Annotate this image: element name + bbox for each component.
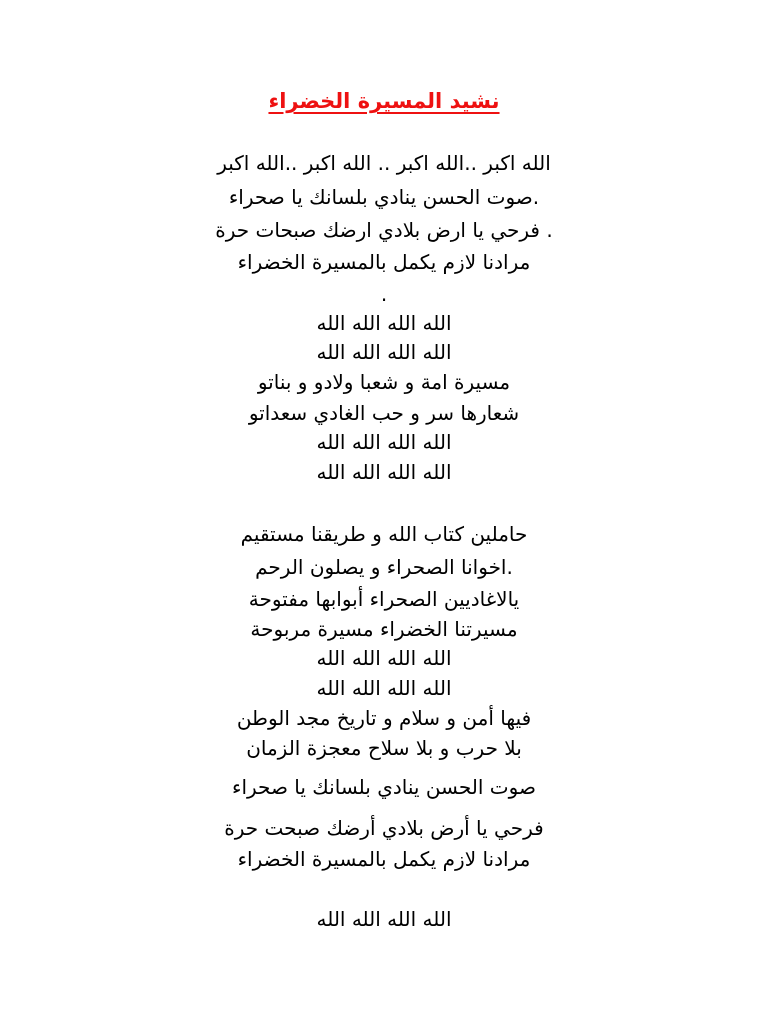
poem-line: مسيرتنا الخضراء مسيرة مربوحة — [250, 617, 518, 641]
poem-line: .صوت الحسن ينادي بلسانك يا صحراء — [228, 185, 540, 209]
poem-line: الله الله الله الله — [316, 907, 452, 931]
poem-line: يالاغاديين الصحراء أبوابها مفتوحة — [248, 587, 520, 611]
poem-line: .اخوانا الصحراء و يصلون الرحم — [255, 555, 513, 579]
poem-line: صوت الحسن ينادي بلسانك يا صحراء — [232, 775, 536, 799]
poem-line: الله الله الله الله — [316, 430, 452, 454]
poem-title: نشيد المسيرة الخضراء — [268, 89, 500, 113]
poem-line: فيها أمن و سلام و تاريخ مجد الوطن — [236, 706, 532, 730]
poem-line: شعارها سر و حب الغادي سعداتو — [248, 401, 520, 425]
poem-line: الله الله الله الله — [316, 340, 452, 364]
poem-line: الله الله الله الله — [316, 460, 452, 484]
poem-line: الله اكبر ..الله اكبر .. الله اكبر ..الله اكبر — [217, 151, 551, 175]
poem-line: الله الله الله الله — [316, 646, 452, 670]
poem-line: مسيرة امة و شعبا ولادو و بناتو — [257, 370, 511, 394]
poem-line: مرادنا لازم يكمل بالمسيرة الخضراء — [237, 250, 531, 274]
poem-line: بلا حرب و بلا سلاح معجزة الزمان — [246, 736, 522, 760]
poem-line: مرادنا لازم يكمل بالمسيرة الخضراء — [237, 847, 531, 871]
poem-line: فرحي يا أرض بلادي أرضك صبحت حرة — [224, 816, 544, 840]
poem-line: الله الله الله الله — [316, 311, 452, 335]
poem-line: حاملين كتاب الله و طريقنا مستقيم — [240, 522, 528, 546]
poem-line: . — [380, 282, 388, 306]
poem-line: الله الله الله الله — [316, 676, 452, 700]
poem-line: . فرحي يا ارض بلادي ارضك صبحات حرة — [215, 218, 553, 242]
